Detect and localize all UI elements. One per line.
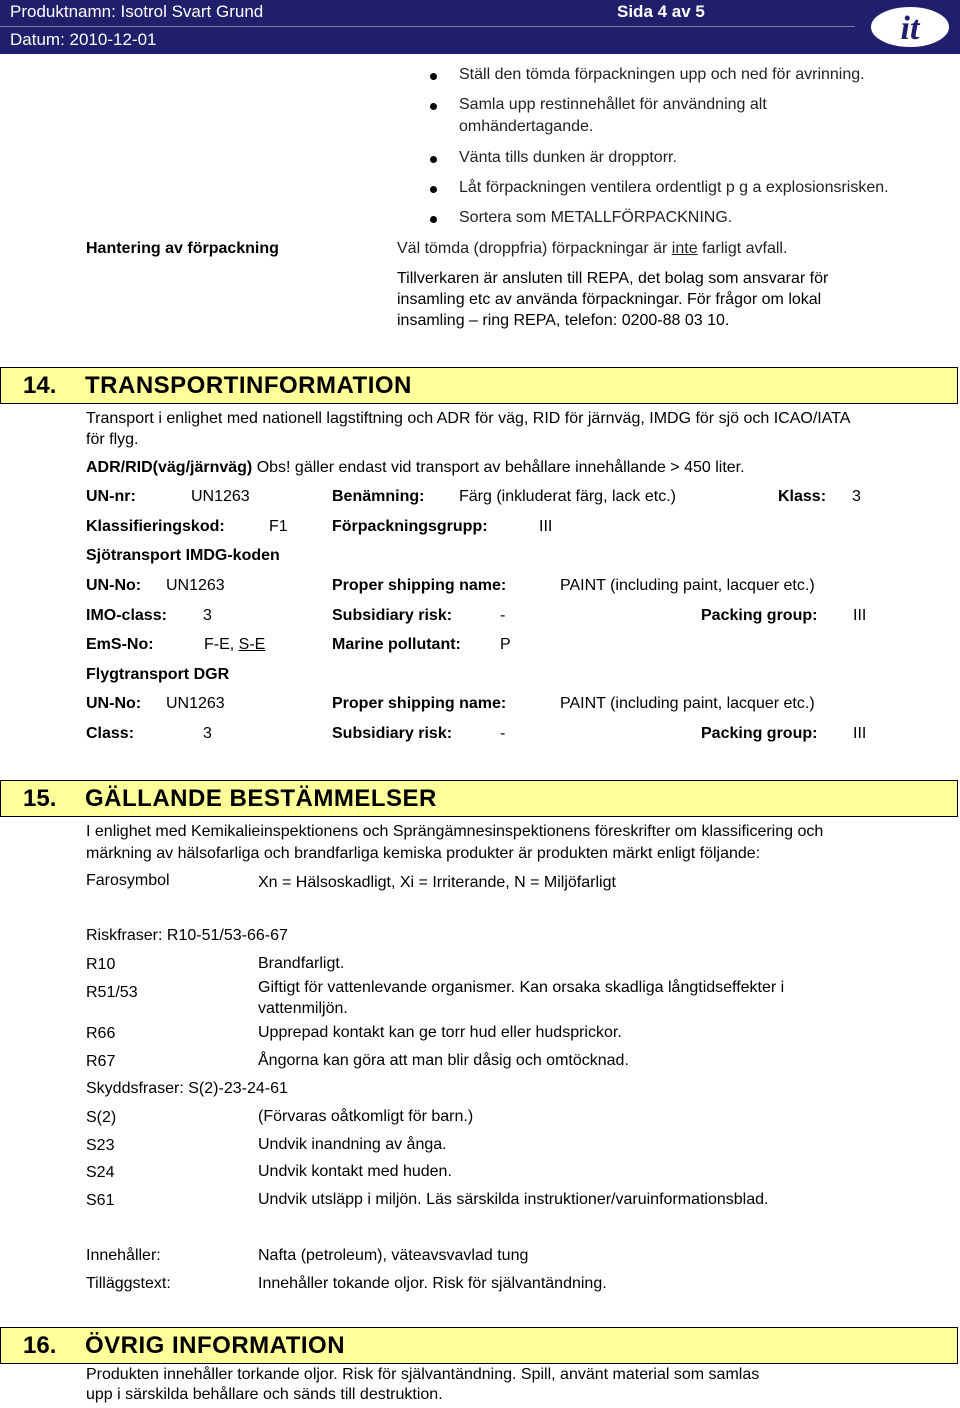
risk-code: R51/53 — [86, 984, 138, 1001]
regulatory-intro-line: I enlighet med Kemikalieinspektionens och Sprängämnesinspektionens föreskrifter om klassificering och — [86, 823, 824, 840]
imdg-psn-label: Proper shipping name: — [332, 577, 507, 594]
section-15-heading — [0, 780, 958, 817]
risk-code: R66 — [86, 1025, 116, 1042]
dgr-un-value: UN1263 — [166, 695, 225, 712]
innehaller-value: Nafta (petroleum), väteavsvavlad tung — [258, 1247, 529, 1264]
imdg-subsidiary-value: - — [500, 607, 506, 624]
safety-text: (Förvaras oåtkomligt för barn.) — [258, 1108, 474, 1125]
document-date: Datum: 2010-12-01 — [10, 30, 157, 49]
list-item: Sortera som METALLFÖRPACKNING. — [459, 209, 733, 226]
marine-pollutant-label: Marine pollutant: — [332, 636, 461, 653]
section-title: GÄLLANDE BESTÄMMELSER — [85, 785, 437, 812]
section-14-heading — [0, 367, 958, 404]
imdg-psn-value: PAINT (including paint, lacquer etc.) — [560, 577, 815, 594]
list-item: omhändertagande. — [459, 118, 594, 135]
transport-intro-line: för flyg. — [86, 431, 139, 448]
risk-code: R67 — [86, 1053, 116, 1070]
safety-text: Undvik utsläpp i miljön. Läs särskilda instruktioner/varuinformationsblad. — [258, 1191, 769, 1208]
dgr-class-label: Class: — [86, 725, 135, 742]
dgr-packing-group-value: III — [853, 725, 867, 742]
ems-label: EmS-No: — [86, 636, 154, 653]
un-nr-value: UN1263 — [191, 488, 250, 505]
tillaggstext-label: Tilläggstext: — [86, 1275, 171, 1292]
regulatory-intro-line: märkning av hälsofarliga och brandfarliga kemiska produkter är produkten märkt enligt följande: — [86, 845, 761, 862]
un-nr-label: UN-nr: — [86, 488, 136, 505]
tillaggstext-value: Innehåller tokande oljor. Risk för självantändning. — [258, 1275, 607, 1292]
packaging-handling-text: Väl tömda (droppfria) förpackningar är inte farligt avfall. — [397, 240, 788, 257]
imdg-packing-group-label: Packing group: — [701, 607, 818, 624]
imo-class-label: IMO-class: — [86, 607, 167, 624]
dgr-heading: Flygtransport DGR — [86, 666, 230, 683]
risk-text: Giftigt för vattenlevande organismer. Kan orsaka skadliga långtidseffekter i — [258, 979, 785, 996]
section-number: 14. — [23, 372, 57, 399]
section-title: TRANSPORTINFORMATION — [85, 372, 412, 399]
farosymbol-value: Xn = Hälsoskadligt, Xi = Irriterande, N = Miljöfarligt — [258, 874, 616, 891]
marine-pollutant-value: P — [500, 636, 511, 653]
klass-value: 3 — [852, 488, 861, 505]
list-item: Låt förpackningen ventilera ordentligt p g a explosionsrisken. — [459, 179, 889, 196]
innehaller-label: Innehåller: — [86, 1247, 161, 1264]
dgr-subsidiary-label: Subsidiary risk: — [332, 725, 453, 742]
safety-code: S(2) — [86, 1109, 117, 1126]
risk-text: vattenmiljön. — [258, 1000, 348, 1017]
repa-line: insamling – ring REPA, telefon: 0200-88 03 10. — [397, 312, 730, 329]
benamning-label: Benämning: — [332, 488, 425, 505]
list-item: Samla upp restinnehållet för användning alt — [459, 96, 767, 113]
list-item: Vänta tills dunken är dropptorr. — [459, 149, 677, 166]
company-logo — [868, 4, 952, 50]
imdg-un-label: UN-No: — [86, 577, 142, 594]
header-divider — [0, 26, 855, 27]
klass-label: Klass: — [778, 488, 827, 505]
bullet-icon — [430, 216, 437, 223]
dgr-class-value: 3 — [203, 725, 212, 742]
section-number: 15. — [23, 785, 57, 812]
safety-code: S61 — [86, 1192, 115, 1209]
safety-code: S23 — [86, 1137, 115, 1154]
forpackningsgrupp-label: Förpackningsgrupp: — [332, 518, 488, 535]
dgr-psn-label: Proper shipping name: — [332, 695, 507, 712]
risk-text: Ångorna kan göra att man blir dåsig och omtöcknad. — [258, 1052, 629, 1069]
imo-class-value: 3 — [203, 607, 212, 624]
transport-intro-line: Transport i enlighet med nationell lagstiftning och ADR för väg, RID för järnväg, IMDG för sjö och ICAO/IATA — [86, 410, 851, 427]
dgr-un-label: UN-No: — [86, 695, 142, 712]
adr-line: ADR/RID(väg/järnväg) Obs! gäller endast vid transport av behållare innehållande > 450 liter. — [86, 459, 745, 476]
safety-text: Undvik inandning av ånga. — [258, 1136, 447, 1153]
section-title: ÖVRIG INFORMATION — [85, 1332, 346, 1359]
other-info-line: Produkten innehåller torkande oljor. Risk för självantändning. Spill, använt material som samlas — [86, 1366, 760, 1383]
risk-code: R10 — [86, 956, 116, 973]
farosymbol-label: Farosymbol — [86, 872, 170, 889]
dgr-packing-group-label: Packing group: — [701, 725, 818, 742]
list-item: Ställ den tömda förpackningen upp och ned för avrinning. — [459, 66, 865, 83]
bullet-icon — [430, 186, 437, 193]
other-info-line: upp i särskilda behållare och sänds till destruktion. — [86, 1386, 443, 1403]
ems-value: F-E, S-E — [204, 636, 266, 653]
imdg-heading: Sjötransport IMDG-koden — [86, 547, 280, 564]
bullet-icon — [430, 73, 437, 80]
klassifieringskod-value: F1 — [269, 518, 288, 535]
bullet-icon — [430, 103, 437, 110]
page-number: Sida 4 av 5 — [617, 2, 705, 21]
product-name: Produktnamn: Isotrol Svart Grund — [10, 2, 264, 21]
risk-text: Brandfarligt. — [258, 955, 345, 972]
packaging-handling-label: Hantering av förpackning — [86, 240, 279, 257]
section-number: 16. — [23, 1332, 57, 1359]
risk-text: Upprepad kontakt kan ge torr hud eller hudsprickor. — [258, 1024, 622, 1041]
klassifieringskod-label: Klassifieringskod: — [86, 518, 225, 535]
section-16-heading — [0, 1327, 958, 1364]
imdg-packing-group-value: III — [853, 607, 867, 624]
repa-line: insamling etc av använda förpackningar. För frågor om lokal — [397, 291, 822, 308]
imdg-un-value: UN1263 — [166, 577, 225, 594]
benamning-value: Färg (inkluderat färg, lack etc.) — [459, 488, 676, 505]
imdg-subsidiary-label: Subsidiary risk: — [332, 607, 453, 624]
dgr-subsidiary-value: - — [500, 725, 506, 742]
riskfraser-label: Riskfraser: R10-51/53-66-67 — [86, 927, 288, 944]
safety-text: Undvik kontakt med huden. — [258, 1163, 452, 1180]
dgr-psn-value: PAINT (including paint, lacquer etc.) — [560, 695, 815, 712]
skyddsfraser-label: Skyddsfraser: S(2)-23-24-61 — [86, 1080, 288, 1097]
svg-text:it: it — [900, 10, 920, 47]
safety-code: S24 — [86, 1164, 115, 1181]
repa-line: Tillverkaren är ansluten till REPA, det bolag som ansvarar för — [397, 270, 829, 287]
forpackningsgrupp-value: III — [539, 518, 553, 535]
bullet-icon — [430, 156, 437, 163]
document-header — [0, 0, 960, 54]
